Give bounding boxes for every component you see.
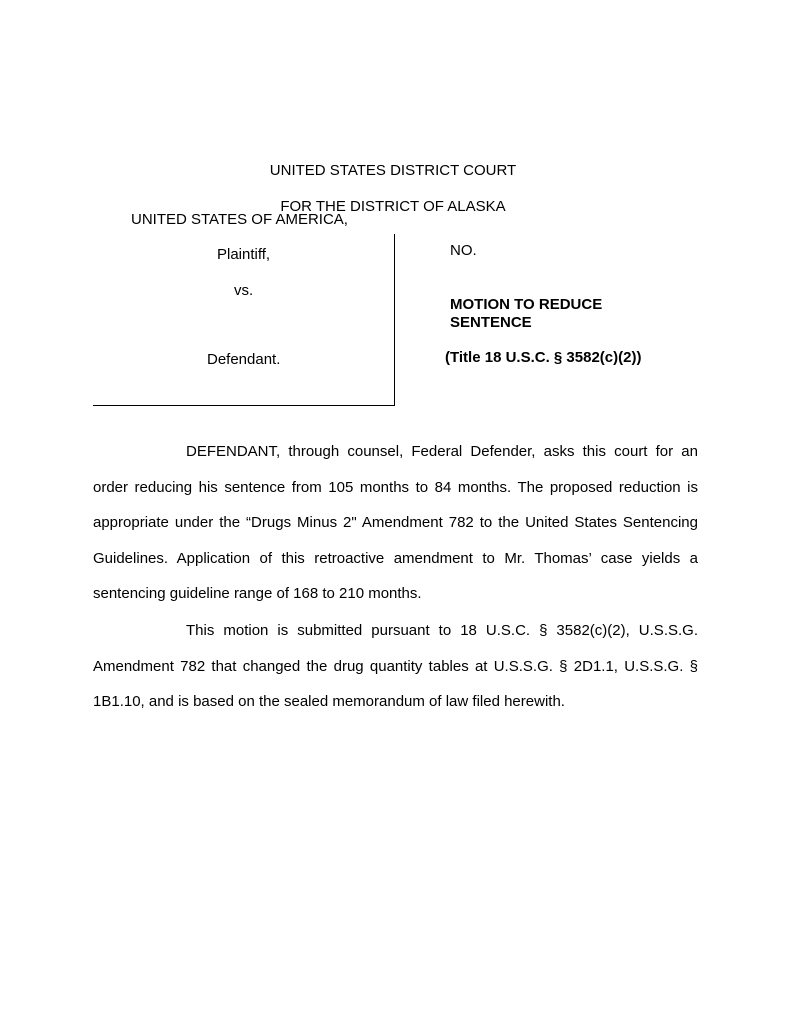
body-paragraph-2	[93, 613, 698, 720]
paragraph-text: This motion is submitted pursuant to 18 U.S.C. § 3582(c)(2), U.S.S.G. Amendment 782 that changed the drug quantity tables at U.S.S.G. § 2D1.1, U.S.S.G. § 1B1.10, and is based on the sealed memorandum of law filed herewith.	[93, 622, 698, 710]
body-paragraph-1	[93, 434, 698, 612]
paragraph-text: DEFENDANT, through counsel, Federal Defender, asks this court for an order reducing his sentence from 105 months to 84 months. The proposed reduction is appropriate under the “Drugs Minus 2" Amendment 782 to the United States Sentencing Guidelines. Application of this retroactive amendment to Mr. Thomas’ case yields a sentencing guideline range of 168 to 210 months.	[93, 443, 698, 602]
plaintiff-party: UNITED STATES OF AMERICA,	[131, 211, 348, 228]
motion-title: MOTION TO REDUCE SENTENCE	[450, 296, 603, 331]
case-number-label: NO.	[450, 242, 477, 259]
caption-horizontal-divider	[93, 405, 395, 406]
court-district: FOR THE DISTRICT OF ALASKA	[280, 198, 506, 215]
versus-label: vs.	[234, 282, 254, 299]
plaintiff-role: Plaintiff,	[217, 246, 271, 263]
statute-citation: (Title 18 U.S.C. § 3582(c)(2))	[445, 349, 642, 366]
defendant-role: Defendant.	[207, 351, 281, 368]
court-name: UNITED STATES DISTRICT COURT	[269, 162, 517, 179]
caption-vertical-divider	[394, 234, 395, 406]
